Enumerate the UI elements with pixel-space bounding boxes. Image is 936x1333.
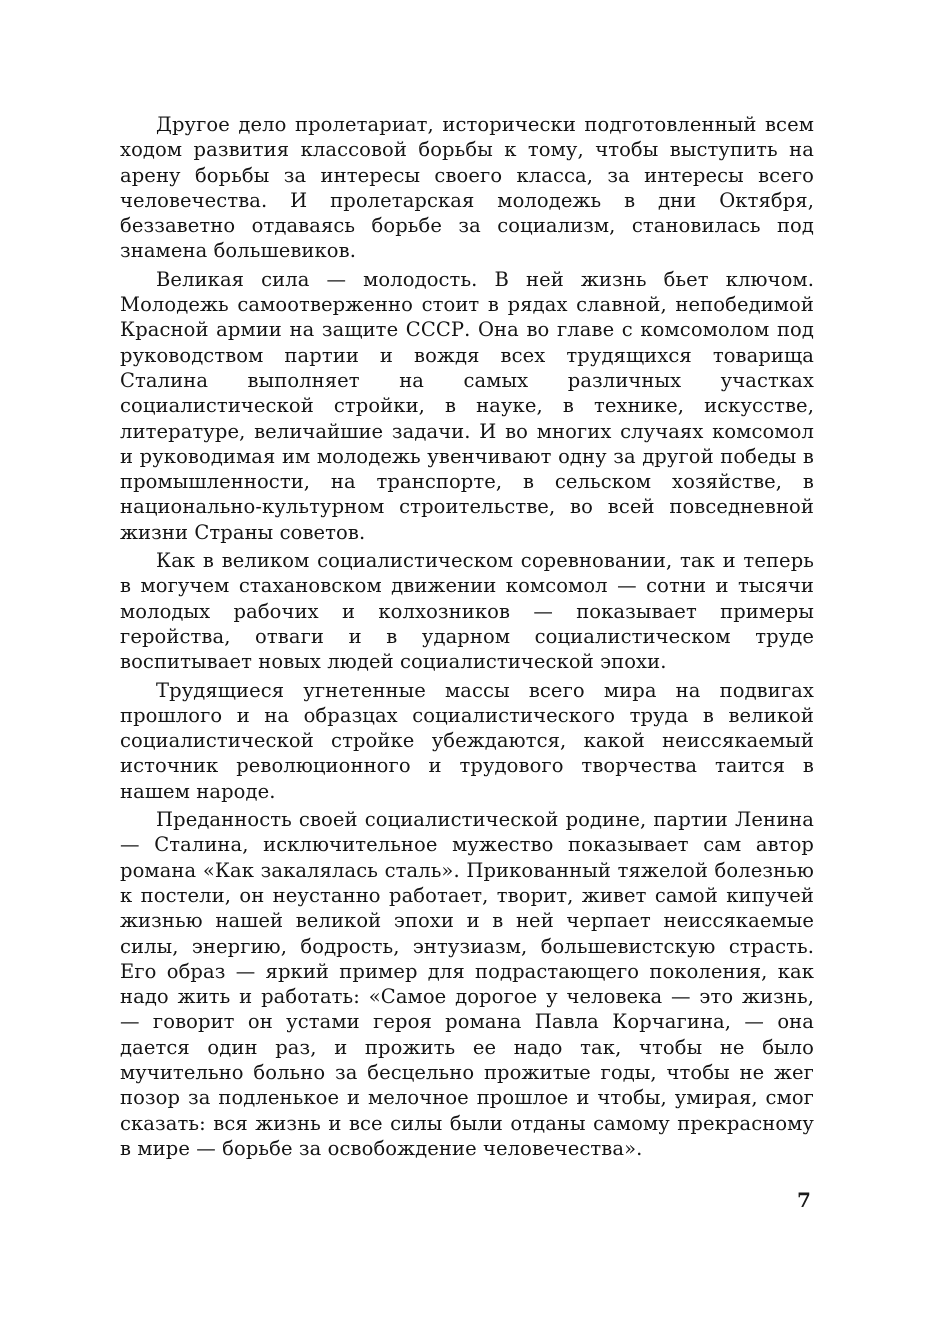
paragraph-3: Как в великом социалистическом соревновании, так и теперь в могучем стахановском движении комсомол — сотни и тысячи молодых рабочих и колхозников — показывает примеры геройства, отваги и в ударном социалистическом труде воспитывает новых людей социалистической эпохи. bbox=[120, 549, 814, 674]
page-body bbox=[120, 112, 814, 1164]
paragraph-5: Преданность своей социалистической родине, партии Ленина — Сталина, исключительное мужество показывает сам автор романа «Как закалялась сталь». Прикованный тяжелой болезнью к постели, он неустанно работает, творит, живет самой кипучей жизнью нашей великой эпохи и в ней черпает неиссякаемые силы, энергию, бодрость, энтузиазм, большевистскую страсть. Его образ — яркий пример для подрастающего поколения, как надо жить и работать: «Самое дорогое у человека — это жизнь, — говорит он устами героя романа Павла Корчагина, — она дается один раз, и прожить ее надо так, чтобы не было мучительно больно за бесцельно прожитые годы, чтобы не жег позор за подленькое и мелочное прошлое и чтобы, умирая, смог сказать: вся жизнь и все силы были отданы самому прекрасному в мире — борьбе за освобождение человечества». bbox=[120, 808, 814, 1160]
page-number: 7 bbox=[797, 1188, 811, 1212]
paragraph-2: Великая сила — молодость. В ней жизнь бьет ключом. Молодежь самоотверженно стоит в рядах славной, непобедимой Красной армии на защите СССР. Она во главе с комсомолом под руководством партии и вождя всех трудящихся товарища Сталина выполняет на самых различных участках социалистической стройки, в науке, в технике, искусстве, литературе, величайшие задачи. И во многих случаях комсомол и руководимая им молодежь увенчивают одну за другой победы в промышленности, на транспорте, в сельском хозяйстве, в национально-культурном строительстве, во всей повседневной жизни Страны советов. bbox=[120, 267, 814, 544]
paragraph-4: Трудящиеся угнетенные массы всего мира на подвигах прошлого и на образцах социалистического труда в великой социалистической стройке убеждаются, какой неиссякаемый источник революционного и трудового творчества таится в нашем народе. bbox=[120, 678, 814, 803]
paragraph-1: Другое дело пролетариат, исторически подготовленный всем ходом развития классовой борьбы к тому, чтобы выступить на арену борьбы за интересы своего класса, за интересы всего человечества. И пролетарская молодежь в дни Октября, беззаветно отдаваясь борьбе за социализм, становилась под знамена большевиков. bbox=[120, 113, 814, 263]
